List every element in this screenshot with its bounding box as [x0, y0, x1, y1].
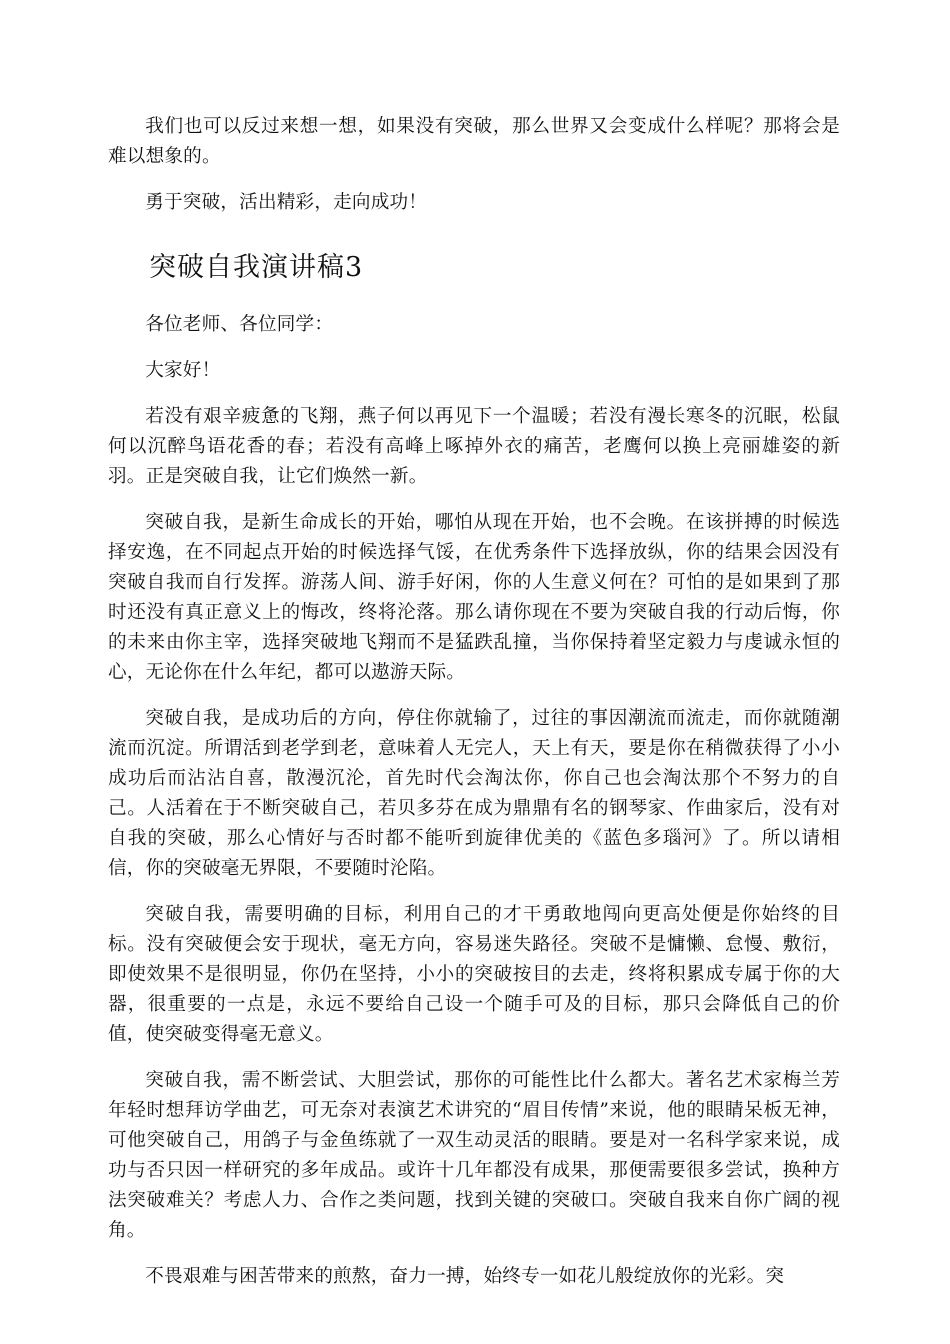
salutation: 各位老师、各位同学：	[145, 314, 334, 335]
section-heading: 突破自我演讲稿3	[149, 252, 364, 283]
greeting: 大家好！	[145, 360, 221, 381]
paragraph: 我们也可以反过来想一想，如果没有突破，那么世界又会变成什么样呢？那将会是难以想象的。	[108, 116, 840, 167]
paragraph: 突破自我，是成功后的方向，停住你就输了，过往的事因潮流而流走，而你就随潮流而沉淀。所谓活到老学到老，意味着人无完人，天上有天，要是你在稍微获得了小小成功后而沾沾自喜，散漫沉沦，首先时代会淘汰你，你自己也会淘汰那个不努力的自己。人活着在于不断突破自己，若贝多芬在成为鼎鼎有名的钢琴家、作曲家后，没有对自我的突破，那么心情好与否时都不能听到旋律优美的《蓝色多瑙河》了。所以请相信，你的突破毫无界限，不要随时沦陷。	[108, 708, 840, 879]
paragraph: 突破自我，需要明确的目标，利用自己的才干勇敢地闯向更高处便是你始终的目标。没有突破便会安于现状，毫无方向，容易迷失路径。突破不是慵懒、怠慢、敷衍，即使效果不是很明显，你仍在坚持，小小的突破按目的去走，终将积累成专属于你的大器，很重要的一点是，永远不要给自己设一个随手可及的目标，那只会降低自己的价值，使突破变得毫无意义。	[108, 904, 840, 1045]
spacer	[108, 234, 840, 238]
paragraph: 突破自我，是新生命成长的开始，哪怕从现在开始，也不会晚。在该拼搏的时候选择安逸，在不同起点开始的时候选择气馁，在优秀条件下选择放纵，你的结果会因没有突破自我而自行发挥。游荡人间、游手好闲，你的人生意义何在？可怕的是如果到了那时还没有真正意义上的悔改，终将沦落。那么请你现在不要为突破自我的行动后悔，你的未来由你主宰，选择突破地飞翔而不是猛跌乱撞，当你保持着坚定毅力与虔诚永恒的心，无论你在什么年纪，都可以遨游天际。	[108, 512, 840, 683]
paragraph: 不畏艰难与困苦带来的煎熬，奋力一搏，始终专一如花儿般绽放你的光彩。突	[145, 1266, 785, 1287]
document-page	[108, 112, 840, 1308]
paragraph: 若没有艰辛疲惫的飞翔，燕子何以再见下一个温暖；若没有漫长寒冬的沉眠，松鼠何以沉醉鸟语花香的春；若没有高峰上啄掉外衣的痛苦，老鹰何以换上亮丽雄姿的新羽。正是突破自我，让它们焕然一新。	[108, 406, 840, 487]
paragraph: 突破自我，需不断尝试、大胆尝试，那你的可能性比什么都大。著名艺术家梅兰芳年轻时想拜访学曲艺，可无奈对表演艺术讲究的“眉目传情”来说，他的眼睛呆板无神，可他突破自己，用鸽子与金鱼练就了一双生动灵活的眼睛。要是对一名科学家来说，成功与否只因一样研究的多年成品。或许十几年都没有成果，那便需要很多尝试，换种方法突破难关？考虑人力、合作之类问题，找到关键的突破口。突破自我来自你广阔的视角。	[108, 1070, 840, 1241]
paragraph: 勇于突破，活出精彩，走向成功！	[145, 192, 428, 213]
